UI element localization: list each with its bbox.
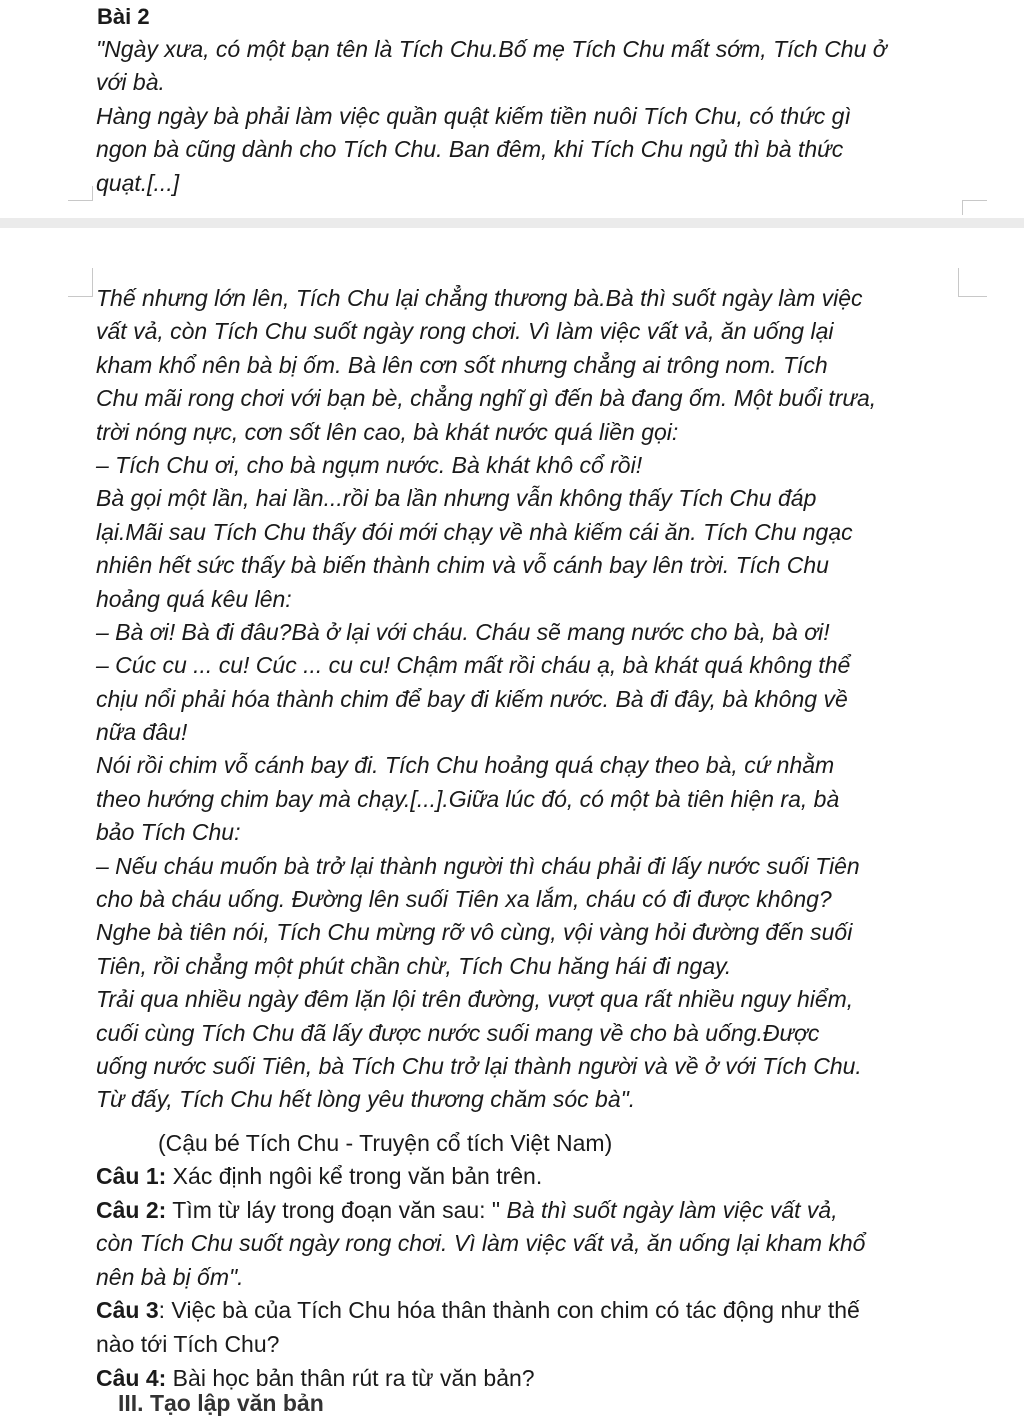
text-line: vất vả, còn Tích Chu suốt ngày rong chơi. Vì làm việc vất vả, ăn uống lại [96, 318, 834, 345]
cut-off-section-heading: III. Tạo lập văn bản [118, 1390, 324, 1416]
text-line: Chu mãi rong chơi với bạn bè, chẳng nghĩ gì đến bà đang ốm. Một buổi trưa, [96, 385, 877, 412]
question-label: Câu 4: [96, 1364, 167, 1391]
text-line: với bà. [96, 69, 165, 96]
story-source-citation: (Cậu bé Tích Chu - Truyện cổ tích Việt Nam) [158, 1130, 613, 1156]
text-line: kham khổ nên bà bị ốm. Bà lên cơn sốt nhưng chẳng ai trông nom. Tích [96, 351, 828, 378]
text-line: ngon bà cũng dành cho Tích Chu. Ban đêm, khi Tích Chu ngủ thì bà thức [96, 136, 844, 163]
text-line: Tiên, rồi chẳng một phút chần chừ, Tích Chu hăng hái đi ngay. [96, 952, 732, 979]
question-text: nào tới Tích Chu? [96, 1330, 280, 1357]
text-line: cho bà cháu uống. Đường lên suối Tiên xa lắm, cháu có đi được không? [96, 886, 832, 913]
text-line: Nghe bà tiên nói, Tích Chu mừng rỡ vô cùng, vội vàng hỏi đường đến suối [96, 919, 853, 946]
question-3-continued [96, 1328, 976, 1362]
text-line: bảo Tích Chu: [96, 819, 241, 846]
question-text: Tìm từ láy trong đoạn văn sau: " [166, 1196, 507, 1223]
text-line: – Cúc cu ... cu! Cúc ... cu cu! Chậm mất rồi cháu ạ, bà khát quá không thể [96, 652, 851, 679]
quoted-passage: còn Tích Chu suốt ngày rong chơi. Vì làm việc vất vả, ăn uống lại kham khổ [96, 1230, 866, 1257]
text-line: uống nước suối Tiên, bà Tích Chu trở lại thành người và về ở với Tích Chu. [96, 1052, 862, 1079]
text-line: theo hướng chim bay mà chạy.[...].Giữa lúc đó, có một bà tiên hiện ra, bà [96, 785, 840, 812]
page-corner-marker [68, 268, 93, 297]
question-label: Câu 3 [96, 1297, 159, 1324]
text-line: Bà gọi một lần, hai lần...rồi ba lần nhưng vẫn không thấy Tích Chu đáp [96, 485, 817, 512]
document-page-2 [0, 228, 1024, 1416]
page-separator [0, 218, 1024, 228]
text-line: quạt.[...] [96, 169, 180, 196]
text-line: Thế nhưng lớn lên, Tích Chu lại chẳng thương bà.Bà thì suốt ngày làm việc [96, 285, 863, 311]
text-line: lại.Mãi sau Tích Chu thấy đói mới chạy về nhà kiếm cái ăn. Tích Chu ngạc [96, 518, 853, 545]
text-line: – Tích Chu ơi, cho bà ngụm nước. Bà khát khô cổ rồi! [96, 451, 643, 478]
page-corner-marker [962, 200, 987, 215]
question-1 [96, 1160, 976, 1194]
text-line: Trải qua nhiều ngày đêm lặn lội trên đường, vượt qua rất nhiều nguy hiểm, [96, 986, 854, 1013]
question-label: Câu 2: [96, 1196, 167, 1223]
text-line: "Ngày xưa, có một bạn tên là Tích Chu.Bố mẹ Tích Chu mất sớm, Tích Chu ở [96, 36, 887, 62]
text-line: Nói rồi chim vỗ cánh bay đi. Tích Chu hoảng quá chạy theo bà, cứ nhằm [96, 752, 835, 779]
question-text: : Việc bà của Tích Chu hóa thân thành con chim có tác động như thế [158, 1297, 860, 1324]
question-2-continued [96, 1261, 976, 1295]
text-line: – Bà ơi! Bà đi đâu?Bà ở lại với cháu. Cháu sẽ mang nước cho bà, bà ơi! [96, 618, 830, 645]
question-3 [96, 1294, 976, 1328]
story-body-paragraph [96, 282, 976, 1117]
text-line: cuối cùng Tích Chu đã lấy được nước suối mang về cho bà uống.Được [96, 1019, 820, 1046]
text-line: nữa đâu! [96, 719, 188, 746]
text-line: hoảng quá kêu lên: [96, 585, 292, 612]
exercise-heading: Bài 2 [97, 4, 150, 29]
text-line: Hàng ngày bà phải làm việc quần quật kiếm tiền nuôi Tích Chu, có thức gì [96, 102, 851, 129]
text-line: Từ đấy, Tích Chu hết lòng yêu thương chăm sóc bà". [96, 1086, 636, 1113]
document-page-1 [0, 0, 1024, 218]
question-text: Xác định ngôi kể trong văn bản trên. [166, 1163, 543, 1189]
quoted-passage: Bà thì suốt ngày làm việc vất vả, [506, 1196, 838, 1223]
question-2 [96, 1194, 976, 1228]
text-line: trời nóng nực, cơn sốt lên cao, bà khát nước quá liền gọi: [96, 418, 679, 445]
text-line: chịu nổi phải hóa thành chim để bay đi kiếm nước. Bà đi đây, bà không về [96, 685, 848, 712]
story-intro-paragraph [96, 33, 976, 200]
text-line: – Nếu cháu muốn bà trở lại thành người thì cháu phải đi lấy nước suối Tiên [96, 852, 860, 879]
quoted-passage: nên bà bị ốm". [96, 1263, 244, 1290]
question-label: Câu 1: [96, 1163, 167, 1189]
page-corner-marker [68, 186, 93, 201]
questions-section [96, 1160, 976, 1395]
text-line: nhiên hết sức thấy bà biến thành chim và vỗ cánh bay lên trời. Tích Chu [96, 552, 829, 579]
question-2-continued [96, 1227, 976, 1261]
question-text: Bài học bản thân rút ra từ văn bản? [166, 1364, 535, 1391]
